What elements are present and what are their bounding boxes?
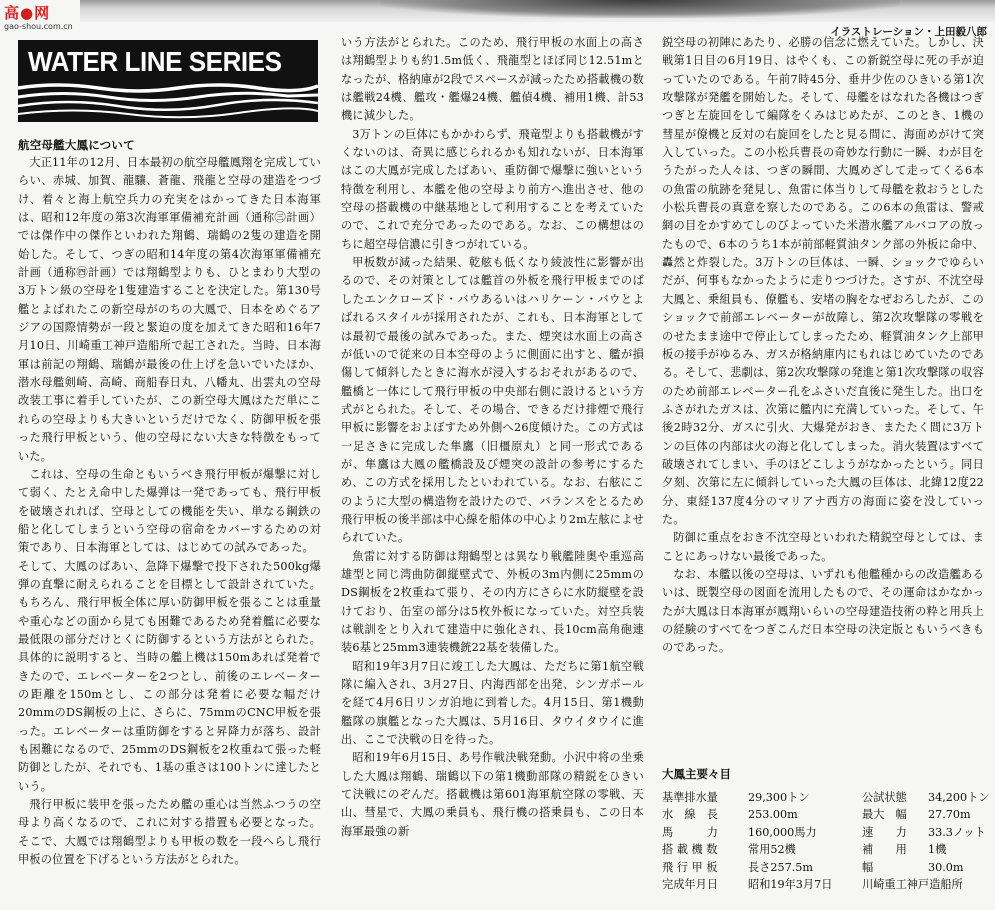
paragraph: 昭和19年3月7日に竣工した大鳳は、ただちに第1航空戦隊に編入され、3月27日、内海西部を出発、シンガポールを経て4月6日リンガ泊地に到着した。4月15日、第1機動艦隊の旗艦となった大鳳は、5月16日、タウイタウイに進出、ここで決戦の日を待った。: [341, 659, 644, 747]
spec-row: [662, 876, 984, 893]
specifications-table: [662, 766, 990, 893]
spec-label: 飛 行 甲 板: [662, 860, 718, 874]
spec-label: 搭 載 機 数: [662, 843, 718, 857]
paragraph: そして、大鳳のばあい、急降下爆撃で投下された500kg爆弾の直撃に耐えられることを目標として設計されていた。もちろん、飛行甲板全体に厚い防御甲板を張ることは重量や重心などの面から見ても困難であるため発着艦に必要な最低限の部分だけとくに防御するという方法がとられた。具体的に説明すると、当時の艦上機は150mあれば発着できたので、エレベーターを2つとし、前後のエレベーターの距離を150mとし、この部分は発着に必要な幅だけ20mmのDS鋼板の上に、さらに、75mmのCNC甲板を張った。エレベーターは重防御をすると昇降力が落ち、設計も困難になるので、25mmのDS鋼板を2枚重ねて張った軽防御としたが、それでも、1基の重さは100トンに達したという。: [18, 559, 321, 793]
spec-row: [662, 859, 984, 876]
spec-label: 完成年月日: [662, 878, 718, 892]
series-title: WATER LINE SERIES: [28, 46, 282, 77]
watermark: [0, 0, 76, 38]
spec-value: 1機: [928, 843, 947, 857]
watermark-logo: 高●网: [4, 4, 51, 22]
ship-illustration-strip: [80, 0, 995, 22]
watermark-url: gao-shou.com.cn: [4, 22, 73, 31]
spec-value: 34,200トン: [928, 791, 990, 804]
paragraph: 甲板数が減った結果、乾舷も低くなり綾波性に影響が出るので、その対策としては艦首の外板を飛行甲板までのばしたエンクローズド・バウあるいはハリケーン・バウとよばれるスタイルが採用されたが、これも、日本海軍としては最初で最後の試みであった。また、煙突は水面上の高さが低いので従来の日本空母のように側面に出すと、艦が損傷して傾斜したときに海水が浸入するおそれがあるので、艦橋と一体にして飛行甲板の中央部右側に設けるという方式がとられた。そして、その場合、できるだけ排煙で飛行甲板に影響をおよぼすため外側へ26度傾けた。この方式は一足さきに完成した隼鷹（旧橿原丸）と同一形式であるが、隼鷹は大鳳の艦橋設及び煙突の設計の参考にするため、この方式を採用したといわれている。なお、右舷にこのように大型の構造物を設けたので、バランスをとるため飛行甲板の後半部は中心線を船体の中心より2m左舷によせられていた。: [341, 256, 644, 545]
spec-label: 馬 力: [662, 825, 718, 839]
illustration-credit: イラストレーション・上田毅八郎: [830, 26, 987, 38]
spec-value: 30.0m: [928, 860, 964, 874]
spec-label: 公試状態: [862, 791, 907, 804]
paragraph: 飛行甲板に装甲を張ったため艦の重心は当然ふつうの空母より高くなるので、これに対する措置も必要となった。そこで、大鳳では翔鶴型よりも甲板の数を一段へらし飛行甲板の位置を下げるという方法がとられた。: [18, 798, 321, 867]
article-column-1: [18, 136, 321, 869]
specifications-title: 大鳳主要々目: [662, 767, 731, 781]
spec-row: [662, 789, 990, 806]
article-column-3: [662, 34, 984, 658]
paragraph: 3万トンの巨体にもかかわらず、飛竜型よりも搭載機がすくないのは、奇異に感じられるかも知れないが、日本海軍はこの大鳳が完成したばあい、重防御で爆撃に強いという特徴を利用し、本艦を他の空母より前方へ進出させ、他の空母の搭載機の中継基地として利用することを考えていたので、これで充分であったのである。なお、この構想はのちに超空母信濃に引きつがれている。: [341, 127, 644, 251]
spec-label: 幅: [862, 860, 874, 874]
spec-row: [662, 841, 984, 858]
spec-row: [662, 824, 984, 841]
paragraph: 大正11年の12月、日本最初の航空母艦鳳翔を完成していらい、赤城、加賀、龍驤、蒼龍、飛龍と空母の建造をつづけ、着々と海上航空兵力の充実をはかってきた日本海軍は、昭和12年度の第3次海軍軍備補充計画（通称㊂計画）では傑作中の傑作といわれた翔鶴、瑞鶴の2隻の建造を開始した。そして、つぎの昭和14年度の第4次海軍軍備補充計画（通称㊃計画）では翔鶴型よりも、ひとまわり大型の3万トン級の空母を1隻建造することを決定した。第130号艦とよばれたこの新空母がのちの大鳳で、日本をめぐるアジアの国際情勢が一段と緊迫の度を加えてきた昭和16年7月10日、川崎重工神戸造船所で起工された。当時、日本海軍は前記の翔鶴、瑞鶴が最後の仕上げを急いでいたほか、潜水母艦剣崎、高崎、商船春日丸、八幡丸、出雲丸の空母改装工事に着手していたが、この新空母大鳳はただ単にこれらの空母よりも大きいというだけでなく、防御甲板を張った飛行甲板という、他の空母にない大きな特徴をもっていた。: [18, 156, 321, 463]
spec-label: 水 線 長: [662, 808, 718, 822]
spec-value: 長さ257.5m: [748, 860, 814, 874]
spec-label: 補 用: [862, 843, 907, 857]
paragraph: 防御に重点をおき不沈空母といわれた精鋭空母としては、まことにあっけない最後であった。: [662, 531, 984, 563]
spec-label: 最大 幅: [862, 808, 907, 822]
spec-value: 27.70m: [928, 808, 971, 822]
series-banner: [18, 40, 318, 122]
spec-row: [662, 806, 984, 823]
paragraph: これは、空母の生命ともいうべき飛行甲板が爆撃に対して弱く、たとえ命中した爆弾は一発であっても、飛行甲板を破壊されれば、空母としての機能を失い、単なる鋼鉄の船と化してしまうという空母の宿命をカバーするための対策であり、日本海軍としては、はじめての試みであった。: [18, 467, 321, 555]
paragraph: 魚雷に対する防御は翔鶴型とは異なり戦艦陸奥や重巡高雄型と同じ湾曲防御縦壁式で、外板の3m内側に25mmのDS鋼板を2枚重ねて張り、その内方にさらに水防縦壁を設けており、缶室の部分は5枚外板になっていた。対空兵装は戦訓をとり入れて建造中に強化され、長10cm高角砲連装6基と25mm3連装機銃22基を装備した。: [341, 549, 644, 655]
spec-value: 33.3ノット: [928, 825, 986, 839]
article-heading: 航空母艦大鳳について: [18, 138, 135, 152]
paragraph: なお、本艦以後の空母は、いずれも他艦種からの改造艦あるいは、既製空母の図面を流用したもので、その運命はかなかったが大鳳は日本海軍が鳳翔いらいの空母建造技術の粋と用兵上の経験のすべてをつぎこんだ日本空母の決定版ともいうべきものであった。: [662, 567, 984, 655]
spec-value: 253.00m: [748, 808, 798, 822]
spec-value: 常用52機: [748, 843, 796, 857]
spec-value: 川崎重工神戸造船所: [862, 878, 963, 892]
spec-value: 29,300トン: [748, 791, 810, 804]
spec-value: 昭和19年3月7日: [748, 878, 833, 892]
paragraph: いう方法がとられた。このため、飛行甲板の水面上の高さは翔鶴型よりも約1.5m低く、飛龍型とほぼ同じ12.51mとなったが、格納庫が2段でスペースが減ったため搭載機の数は艦戦24機、艦攻・艦爆24機、艦偵4機、補用1機、計53機に減少した。: [341, 36, 644, 123]
spec-label: 速 力: [862, 825, 907, 839]
article-column-2: [341, 34, 644, 841]
paragraph: 昭和19年6月15日、あ号作戦決戦発動。小沢中将の坐乗した大鳳は翔鶴、瑞鶴以下の第1機動部隊の精鋭をひきいて決戦にのぞんだ。搭載機は第601海軍航空隊の零戦、天山、彗星で、大鳳の乗員も、飛行機の搭乗員も、この日本海軍最強の新: [341, 751, 644, 838]
paragraph: 鋭空母の初陣にあたり、必勝の信念に燃えていた。しかし、決戦第1日目の6月19日、はやくも、この新鋭空母に死の手が迫っていたのである。午前7時45分、垂井少佐のひきいる第1次攻撃隊が発艦を開始した。そして、母艦をはなれた各機はつぎつぎと左旋回をして編隊をくみはじめたが、このとき、1機の彗星が僚機と反対の右旋回をしたと見る間に、海面めがけて突入していった。この小松兵曹長の奇妙な行動に一瞬、わが目をうたがった人々は、つぎの瞬間、大鳳めざして走ってくる6本の魚雷の航跡を発見し、魚雷に体当りして母艦を救おうとした小松兵曹長の真意を察したのである。この6本の魚雷は、警戒網の目をかすめてしのびよっていた米潜水艦アルバコアの放ったもので、6本のうち1本が前部軽質油タンク部の外板に命中、轟然と炸裂した。3万トンの巨体は、一瞬、ショックでゆらいだが、何事もなかったように走りつづけた。さすが、不沈空母大鳳と、乗組員も、僚艦も、安堵の胸をなぜおろしたが、このショックで前部エレベーターが故障し、第2次攻撃隊の零戦をのせたまま途中で停止してしまったため、軽質油タンク上部甲板の接手がゆるみ、ガスが格納庫内にもれはじめていたのである。そして、悲劇は、第2次攻撃隊の発進と第1次攻撃隊の収容のため前部エレベーター孔をふさいだ直後に発生した。出口をふさがれたガスは、次第に艦内に充満していった。そして、午後2時32分、ガスに引火、大爆発がおき、またたく間に3万トンの巨体の内部は火の海と化してしまった。消火装置はすべて破壊されてしまい、手のほどこしようがなかったという。同日夕刻、次第に左に傾斜していった大鳳の巨体は、北緯12度22分、東経137度4分のマリアナ西方の海面に姿を没していった。: [662, 36, 984, 526]
wave-graphic: [18, 80, 318, 122]
spec-label: 基準排水量: [662, 791, 718, 804]
spec-value: 160,000馬力: [748, 825, 817, 839]
